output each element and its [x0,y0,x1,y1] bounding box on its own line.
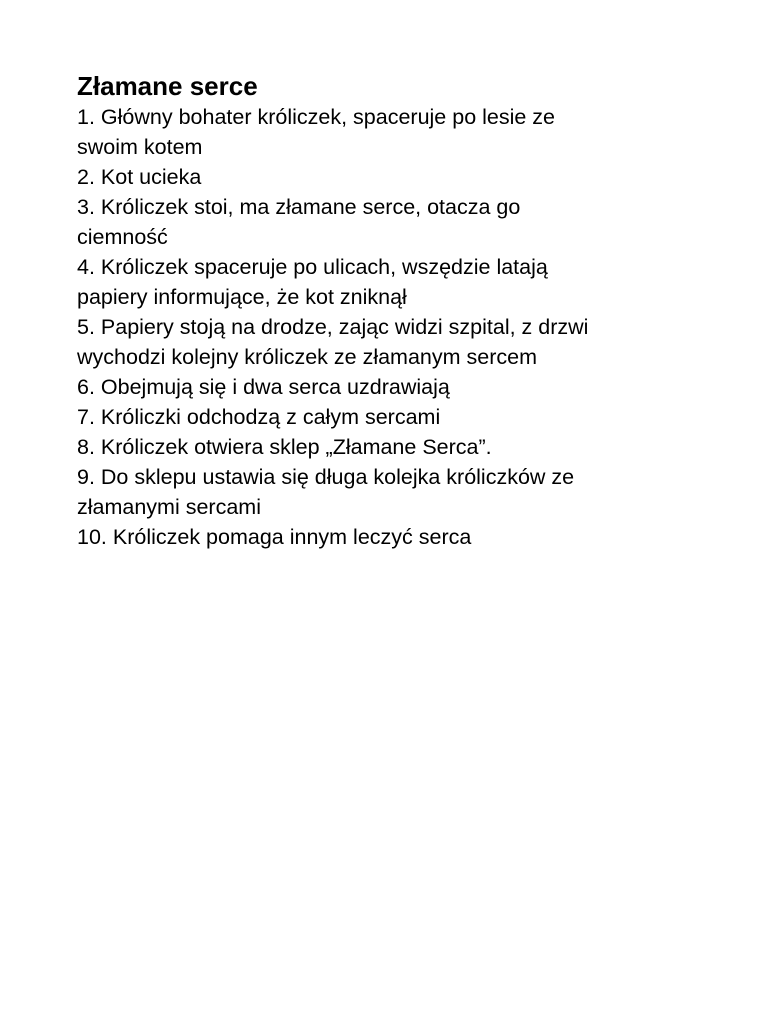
story-step: 5. Papiery stoją na drodze, zając widzi szpital, z drzwi wychodzi kolejny króliczek ze złamanym sercem [77,315,589,369]
document-title: Złamane serce [77,71,258,101]
story-step: 3. Króliczek stoi, ma złamane serce, otacza go ciemność [77,195,521,249]
story-step: 2. Kot ucieka [77,165,202,189]
story-step: 10. Króliczek pomaga innym leczyć serca [77,525,472,549]
story-step: 9. Do sklepu ustawia się długa kolejka króliczków ze złamanymi sercami [77,465,575,519]
story-step: 1. Główny bohater króliczek, spaceruje po lesie ze swoim kotem [77,105,556,159]
story-step: 4. Króliczek spaceruje po ulicach, wszędzie latają papiery informujące, że kot zniknął [77,255,548,309]
document-content [77,70,617,552]
story-step-list [77,102,617,552]
story-step: 7. Króliczki odchodzą z całym sercami [77,405,441,429]
story-step: 6. Obejmują się i dwa serca uzdrawiają [77,375,450,399]
story-step: 8. Króliczek otwiera sklep „Złamane Serca”. [77,435,492,459]
